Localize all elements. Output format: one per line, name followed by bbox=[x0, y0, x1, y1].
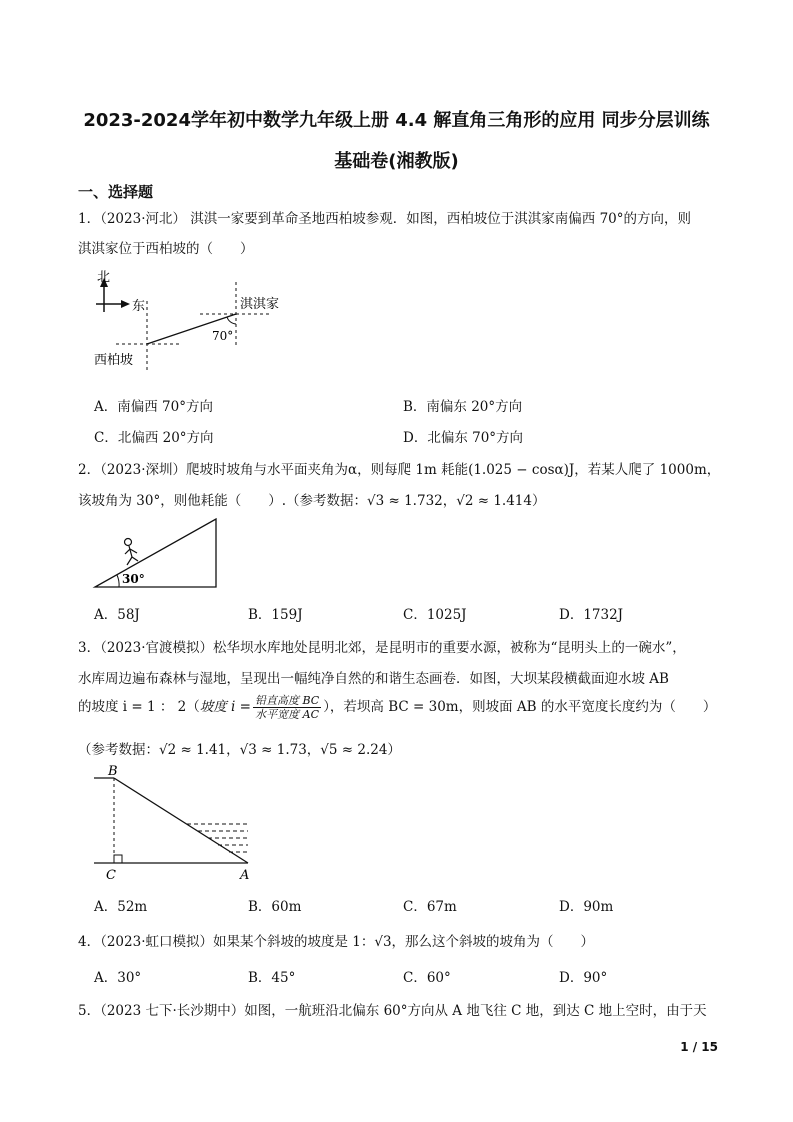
q3-fraction-denominator: 水平宽度 AC bbox=[255, 708, 320, 721]
q1-east-label: 东 bbox=[132, 299, 146, 314]
q3-fraction-numerator: 铅直高度 BC bbox=[254, 694, 320, 707]
q4-option-d[interactable]: D．90° bbox=[559, 970, 608, 986]
q4-option-a[interactable]: A．30° bbox=[94, 970, 142, 986]
q2-climber-icon bbox=[125, 539, 139, 566]
q1-angle-label: 70° bbox=[212, 329, 234, 343]
q1-option-b[interactable]: B．南偏东 20°方向 bbox=[403, 399, 523, 415]
q2-slope-triangle bbox=[95, 519, 216, 587]
q3-text-line1: 3．（2023·官渡模拟）松华坝水库地处昆明北郊，是昆明市的重要水源，被称为“昆明头上的一碗水”， bbox=[78, 640, 686, 656]
q2-option-c[interactable]: C．1025J bbox=[403, 607, 467, 623]
q1-figure bbox=[90, 266, 300, 370]
q3-line3-part-c: ），若坝高 BC = 30m，则坡面 AB 的水平宽度长度约为（ ） bbox=[323, 699, 717, 715]
q2-text-line1: 2．（2023·深圳）爬坡时坡角与水平面夹角为α，则每爬 1m 耗能(1.025 − cosα)J，若某人爬了 1000m， bbox=[78, 462, 721, 478]
q2-angle-label: 30° bbox=[122, 572, 145, 586]
q3-right-angle-mark bbox=[114, 855, 122, 863]
q5-text-line1: 5．（2023 七下·长沙期中）如图，一航班沿北偏东 60°方向从 A 地飞往 C 地，到达 C 地上空时，由于天 bbox=[78, 1003, 707, 1019]
q1-text-line1: 1．（2023·河北） 淇淇一家要到革命圣地西柏坡参观．如图，西柏坡位于淇淇家南偏西 70°的方向，则 bbox=[78, 211, 691, 227]
q3-label-a: A bbox=[240, 868, 250, 882]
q3-label-c: C bbox=[106, 868, 116, 882]
document-title-line2: 基础卷(湘教版) bbox=[334, 151, 459, 172]
q3-line3-part-a: 的坡度 i = 1 ： 2（ bbox=[78, 699, 200, 715]
q3-option-b[interactable]: B．60m bbox=[248, 899, 302, 915]
q1-east-arrowhead bbox=[121, 300, 130, 308]
q2-option-a[interactable]: A．58J bbox=[94, 607, 140, 623]
q2-option-b[interactable]: B．159J bbox=[248, 607, 303, 623]
q3-text-line4: （参考数据：√2 ≈ 1.41，√3 ≈ 1.73，√5 ≈ 2.24） bbox=[78, 742, 401, 758]
page-number: 1 / 15 bbox=[680, 1040, 718, 1054]
q1-xibaipo-label: 西柏坡 bbox=[94, 353, 134, 368]
q3-text-line3 bbox=[78, 694, 716, 721]
q1-home-label: 淇淇家 bbox=[240, 297, 280, 312]
q3-option-d[interactable]: D．90m bbox=[559, 899, 614, 915]
q1-angle-arc bbox=[227, 317, 236, 324]
q3-slope-ab bbox=[114, 778, 248, 863]
q1-option-a[interactable]: A．南偏西 70°方向 bbox=[94, 399, 213, 415]
q2-text-line2: 该坡角为 30°，则他耗能（ ）.（参考数据：√3 ≈ 1.732，√2 ≈ 1.414） bbox=[78, 493, 546, 509]
q4-text-line1: 4．（2023·虹口模拟）如果某个斜坡的坡度是 1：√3，那么这个斜坡的坡角为（ ） bbox=[78, 934, 595, 950]
q2-option-d[interactable]: D．1732J bbox=[559, 607, 624, 623]
q3-text-line2: 水库周边遍布森林与湿地，呈现出一幅纯净自然的和谐生态画卷．如图，大坝某段横截面迎水坡 AB bbox=[78, 671, 669, 687]
document-title-line1: 2023-2024学年初中数学九年级上册 4.4 解直角三角形的应用 同步分层训练 bbox=[83, 110, 710, 131]
q3-figure bbox=[90, 764, 260, 882]
q4-option-c[interactable]: C．60° bbox=[403, 970, 451, 986]
q4-option-b[interactable]: B．45° bbox=[248, 970, 296, 986]
q3-slope-fraction bbox=[253, 694, 321, 721]
q3-line3-part-b: 坡度 i = bbox=[199, 699, 251, 715]
section-heading: 一、选择题 bbox=[78, 183, 154, 201]
q3-label-b: B bbox=[108, 764, 118, 779]
q2-angle-arc bbox=[117, 575, 119, 587]
q3-option-a[interactable]: A．52m bbox=[94, 899, 148, 915]
q2-figure bbox=[92, 517, 224, 591]
q3-option-c[interactable]: C．67m bbox=[403, 899, 457, 915]
q1-option-c[interactable]: C．北偏西 20°方向 bbox=[94, 430, 214, 446]
q1-north-label: 北 bbox=[97, 270, 111, 285]
q1-text-line2: 淇淇家位于西柏坡的（ ） bbox=[78, 241, 254, 257]
q1-option-d[interactable]: D．北偏东 70°方向 bbox=[403, 430, 524, 446]
